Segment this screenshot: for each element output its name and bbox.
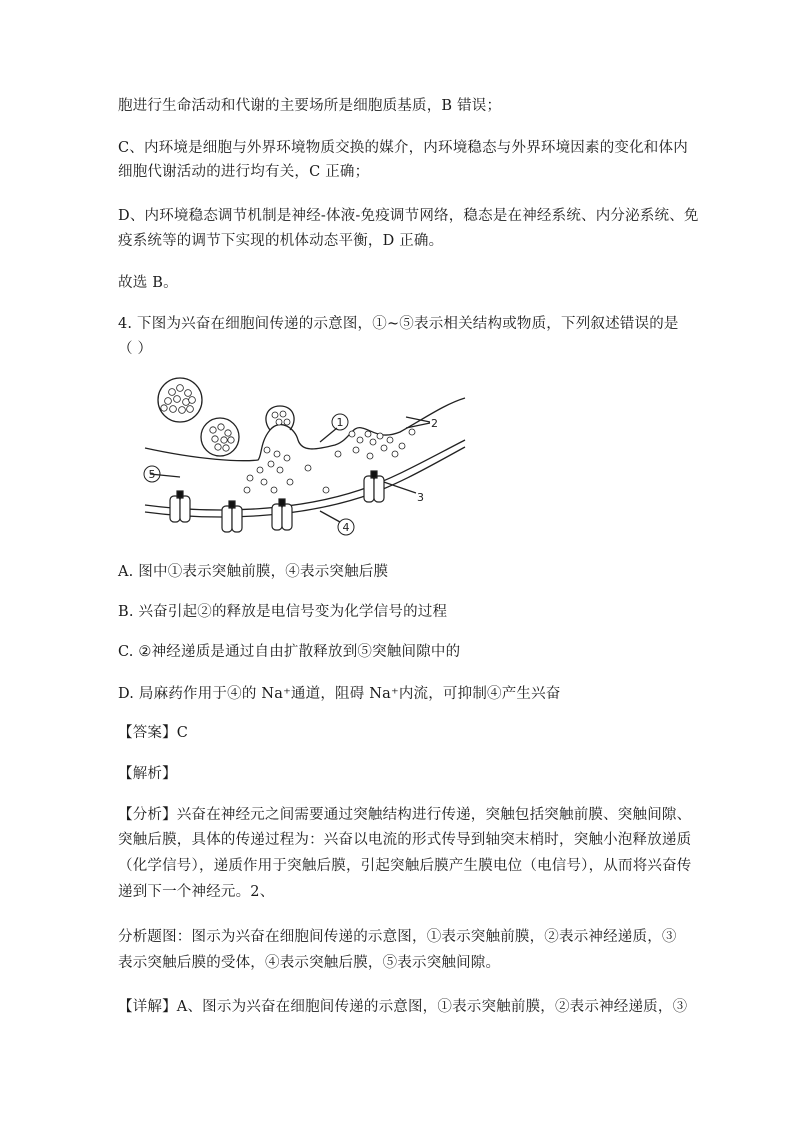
paragraph-b-conclusion: 胞进行生命活动和代谢的主要场所是细胞质基质，B 错误； <box>118 98 502 114</box>
analysis-line1: 【分析】兴奋在神经元之间需要通过突触结构进行传递，突触包括突触前膜、突触间隙、 <box>118 807 692 823</box>
receptor-channel <box>364 471 384 502</box>
label-5: 5 <box>148 468 156 481</box>
detail-line1: 【详解】A、图示为兴奋在细胞间传递的示意图，①表示突触前膜，②表示神经递质，③ <box>118 999 688 1015</box>
answer-line: 【答案】C <box>118 725 189 741</box>
option-d: D. 局麻药作用于④的 Na⁺通道，阻碍 Na⁺内流，可抑制④产生兴奋 <box>118 686 561 702</box>
paragraph-d-line1: D、内环境稳态调节机制是神经-体液-免疫调节网络，稳态是在神经系统、内分泌系统、免 <box>118 208 699 224</box>
label-3: 3 <box>417 491 424 504</box>
figure-analysis-line2: 表示突触后膜的受体，④表示突触后膜，⑤表示突触间隙。 <box>118 955 501 971</box>
figure-analysis-line1: 分析题图：图示为兴奋在细胞间传递的示意图，①表示突触前膜，②表示神经递质，③ <box>118 929 677 945</box>
question-stem-line2: （ ） <box>118 341 153 357</box>
choose-b-line: 故选 B。 <box>118 275 178 291</box>
analysis-heading: 【解析】 <box>118 766 177 782</box>
option-a: A. 图中①表示突触前膜，④表示突触后膜 <box>118 564 389 580</box>
analysis-line2: 突触后膜，具体的传递过程为：兴奋以电流的形式传导到轴突末梢时，突触小泡释放递质 <box>118 832 692 848</box>
label-1: 1 <box>336 416 344 429</box>
label-4: 4 <box>342 521 350 534</box>
paragraph-c-line2: 细胞代谢活动的进行均有关，C 正确； <box>118 164 370 180</box>
paragraph-d-line2: 疫系统等的调节下实现的机体动态平衡，D 正确。 <box>118 233 444 249</box>
receptor-channel <box>272 499 292 530</box>
receptor-channel <box>170 491 190 522</box>
analysis-line3: （化学信号），递质作用于突触后膜，引起突触后膜产生膜电位（电信号），从而将兴奋传 <box>118 858 692 874</box>
analysis-line4: 递到下一个神经元。2、 <box>118 884 275 900</box>
paragraph-c-line1: C、内环境是细胞与外界环境物质交换的媒介，内环境稳态与外界环境因素的变化和体内 <box>118 140 688 156</box>
synapse-diagram <box>140 370 470 545</box>
receptor-channel <box>222 501 242 532</box>
question-stem-line1: 4. 下图为兴奋在细胞间传递的示意图，①~⑤表示相关结构或物质，下列叙述错误的是 <box>118 316 679 332</box>
option-c: C. ②神经递质是通过自由扩散释放到⑤突触间隙中的 <box>118 644 461 660</box>
label-2: 2 <box>431 417 438 430</box>
option-b: B. 兴奋引起②的释放是电信号变为化学信号的过程 <box>118 604 448 620</box>
